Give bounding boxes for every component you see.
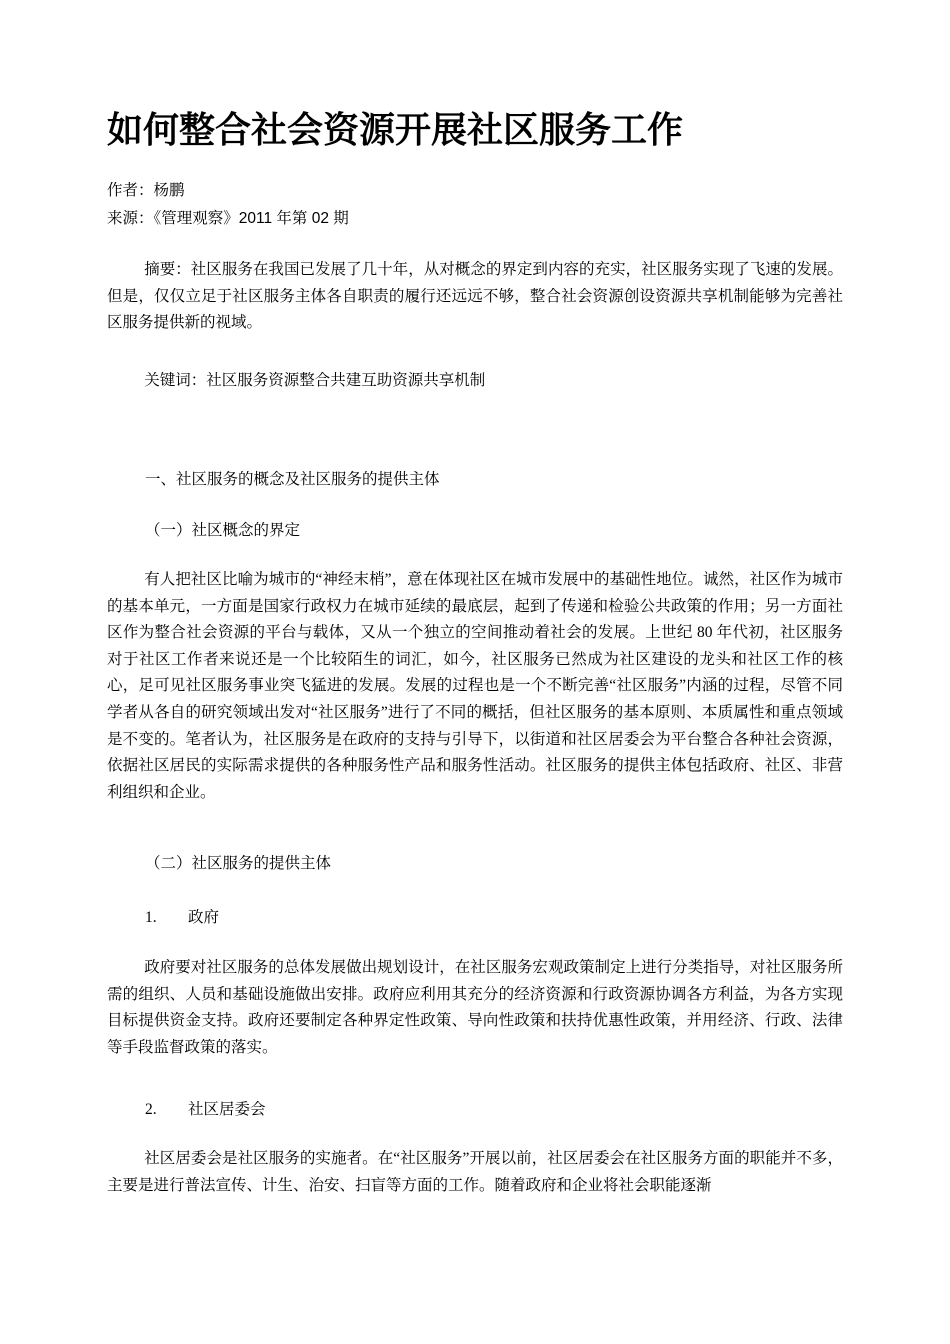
author-line: 作者：杨鹏	[107, 182, 185, 199]
body-paragraph-2: 政府要对社区服务的总体发展做出规划设计，在社区服务宏观政策制定上进行分类指导，对社区服务所需的组织、人员和基础设施做出安排。政府应利用其充分的经济资源和行政资源协调各方利益，为各方实现目标提供资金支持。政府还要制定各种界定性政策、导向性政策和扶持优惠性政策，并用经济、行政、法律等手段监督政策的落实。	[107, 959, 843, 1056]
subsection-heading-1: （一）社区概念的界定	[145, 522, 301, 539]
list-item-number: 2.	[145, 1101, 157, 1118]
body-paragraph-1: 有人把社区比喻为城市的“神经末梢”，意在体现社区在城市发展中的基础性地位。诚然，社区作为城市的基本单元，一方面是国家行政权力在城市延续的最底层，起到了传递和检验公共政策的作用；另一方面社区作为整合社会资源的平台与载体，又从一个独立的空间推动着社会的发展。上世纪 80 年代初，社区服务对于社区工作者来说还是一个比较陌生的词汇，如今，社区服务已然成为社区建设的龙头和社区工作的核心，足可见社区服务事业突飞猛进的发展。发展的过程也是一个不断完善“社区服务”内涵的过程，尽管不同学者从各自的研究领域出发对“社区服务”进行了不同的概括，但社区服务的基本原则、本质属性和重点领域是不变的。笔者认为，社区服务是在政府的支持与引导下，以街道和社区居委会为平台整合各种社会资源，依据社区居民的实际需求提供的各种服务性产品和服务性活动。社区服务的提供主体包括政府、社区、非营利组织和企业。	[107, 571, 843, 801]
abstract-paragraph: 摘要：社区服务在我国已发展了几十年，从对概念的界定到内容的充实，社区服务实现了飞速的发展。但是，仅仅立足于社区服务主体各自职责的履行还远远不够，整合社会资源创设资源共享机制能够为完善社区服务提供新的视域。	[107, 261, 843, 332]
document-title: 如何整合社会资源开展社区服务工作	[107, 109, 684, 150]
list-item-label: 社区居委会	[188, 1101, 266, 1118]
list-item-label: 政府	[188, 909, 220, 926]
body-paragraph-3: 社区居委会是社区服务的实施者。在“社区服务”开展以前，社区居委会在社区服务方面的职能并不多，主要是进行普法宣传、计生、治安、扫盲等方面的工作。随着政府和企业将社会职能逐渐	[107, 1150, 843, 1194]
list-item-1	[145, 905, 219, 931]
source-line: 来源：《管理观察》2011 年第 02 期	[107, 210, 349, 227]
subsection-heading-2: （二）社区服务的提供主体	[145, 855, 332, 872]
section-heading: 一、社区服务的概念及社区服务的提供主体	[145, 471, 440, 488]
list-item-number: 1.	[145, 909, 157, 926]
keywords-paragraph: 关键词：社区服务资源整合共建互助资源共享机制	[144, 372, 486, 389]
list-item-2	[145, 1097, 266, 1123]
